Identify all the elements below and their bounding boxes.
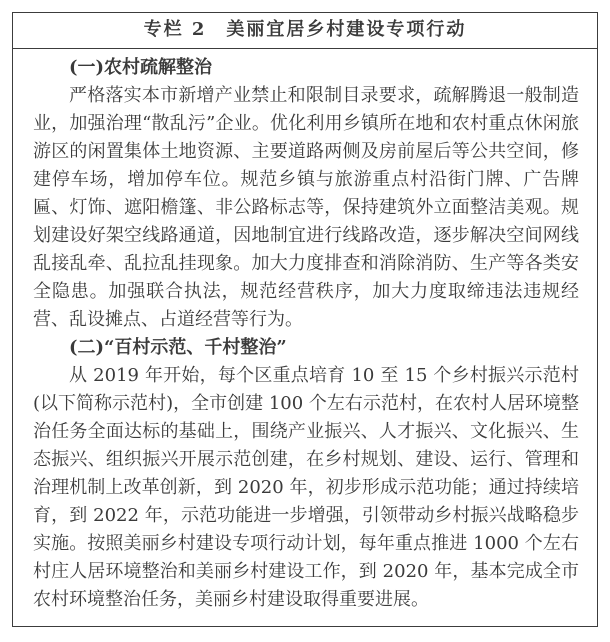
section-rural-relief [33,54,579,334]
section-village-demonstration [33,334,579,614]
section-heading-1: (一)农村疏解整治 [69,57,213,78]
section-body-2: 从 2019 年开始，每个区重点培育 10 至 15 个乡村振兴示范村(以下简称示范村)，全市创建 100 个左右示范村，在农村人居环境整治任务全面达标的基础上，围绕产业振兴、人才振兴、文化振兴、生态振兴、组织振兴开展示范创建，在乡村规划、建设、运行、管理和治理机制上改革创新，到 2020 年，初步形成示范功能；通过持续培育，到 2022 年，示范功能进一步增强，引领带动乡村振兴战略稳步实施。按照美丽乡村建设专项行动计划，每年重点推进 1000 个左右村庄人居环境整治和美丽乡村建设工作，到 2020 年，基本完成全市农村环境整治任务，美丽乡村建设取得重要进展。 [33,365,579,610]
panel-body [13,49,597,626]
column-panel [12,12,598,627]
section-heading-2: (二)“百村示范、千村整治” [69,337,287,358]
panel-title: 专栏 2 美丽宜居乡村建设专项行动 [13,13,597,49]
section-body-1: 严格落实本市新增产业禁止和限制目录要求，疏解腾退一般制造业，加强治理“散乱污”企业。优化利用乡镇所在地和农村重点休闲旅游区的闲置集体土地资源、主要道路两侧及房前屋后等公共空间，修建停车场，增加停车位。规范乡镇与旅游重点村沿街门牌、广告牌匾、灯饰、遮阳檐篷、非公路标志等，保持建筑外立面整洁美观。规划建设好架空线路通道，因地制宜进行线路改造，逐步解决空间网线乱接乱牵、乱拉乱挂现象。加大力度排查和消除消防、生产等各类安全隐患。加强联合执法，规范经营秩序，加大力度取缔违法违规经营、乱设摊点、占道经营等行为。 [33,85,579,330]
